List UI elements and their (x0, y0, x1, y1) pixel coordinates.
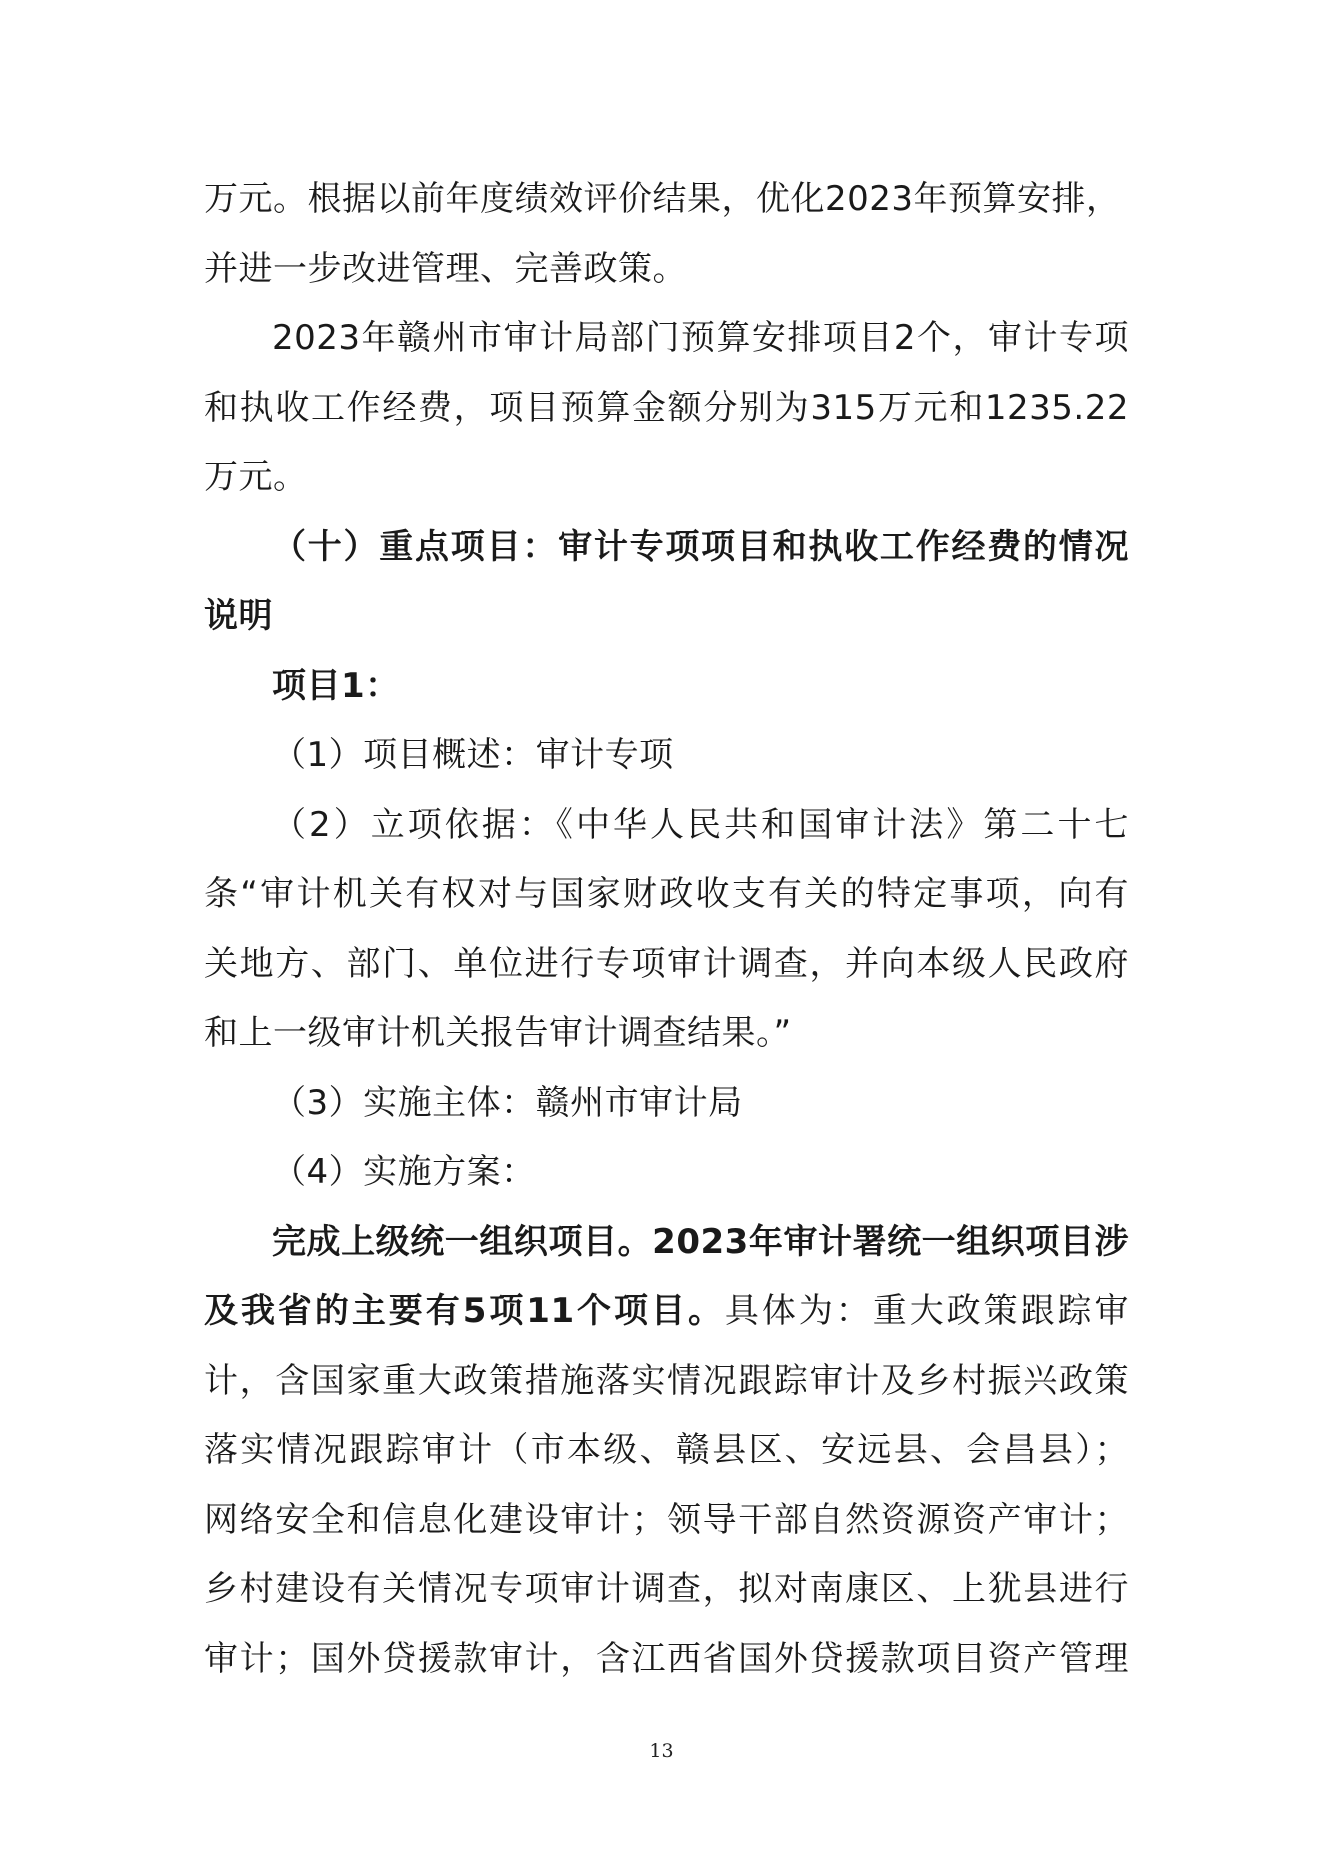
project-basis-line-1: （2）立项依据：《中华人民共和国审计法》第二十七 (272, 804, 1129, 845)
plan-line-4: 落实情况跟踪审计（市本级、赣县区、安远县、会昌县）； (204, 1430, 1129, 1470)
text-line-4: 和执收工作经费，项目预算金额分别为315万元和1235.22 (204, 387, 1129, 428)
plan-line-7: 审计；国外贷援款审计，含江西省国外贷援款项目资产管理 (204, 1638, 1129, 1679)
text-line-3: 2023年赣州市审计局部门预算安排项目2个，审计专项 (272, 318, 1129, 358)
plan-line-5: 网络安全和信息化建设审计；领导干部自然资源资产审计； (204, 1499, 1129, 1540)
plan-line-3: 计，含国家重大政策措施落实情况跟踪审计及乡村振兴政策 (204, 1360, 1129, 1401)
project-basis-line-2: 条“审计机关有权对与国家财政收支有关的特定事项，向有 (204, 874, 1129, 914)
project-heading: 项目1： (272, 665, 400, 706)
section-heading-line-1: （十）重点项目：审计专项项目和执收工作经费的情况 (272, 526, 1129, 567)
page-number: 13 (649, 1740, 674, 1762)
text-line-1: 万元。根据以前年度绩效评价结果，优化2023年预算安排， (204, 179, 1121, 219)
plan-line-6: 乡村建设有关情况专项审计调查，拟对南康区、上犹县进行 (204, 1569, 1129, 1609)
document-body (204, 165, 1129, 1694)
project-overview: （1）项目概述：审计专项 (272, 735, 674, 775)
text-line-5: 万元。 (204, 457, 308, 497)
plan-line-2 (204, 1277, 1129, 1347)
project-basis-line-4: 和上一级审计机关报告审计调查结果。” (204, 1013, 792, 1053)
plan-line-2-bold: 及我省的主要有5项11个项目。 (204, 1291, 725, 1331)
section-heading-line-2: 说明 (204, 596, 273, 636)
plan-line-2-normal: 具体为：重大政策跟踪审 (724, 1291, 1129, 1331)
project-implementer: （3）实施主体：赣州市审计局 (272, 1082, 743, 1123)
project-plan-heading: （4）实施方案： (272, 1152, 536, 1192)
plan-line-1: 完成上级统一组织项目。2023年审计署统一组织项目涉 (272, 1221, 1129, 1262)
project-basis-line-3: 关地方、部门、单位进行专项审计调查，并向本级人民政府 (204, 943, 1129, 984)
text-line-2: 并进一步改进管理、完善政策。 (204, 248, 687, 289)
